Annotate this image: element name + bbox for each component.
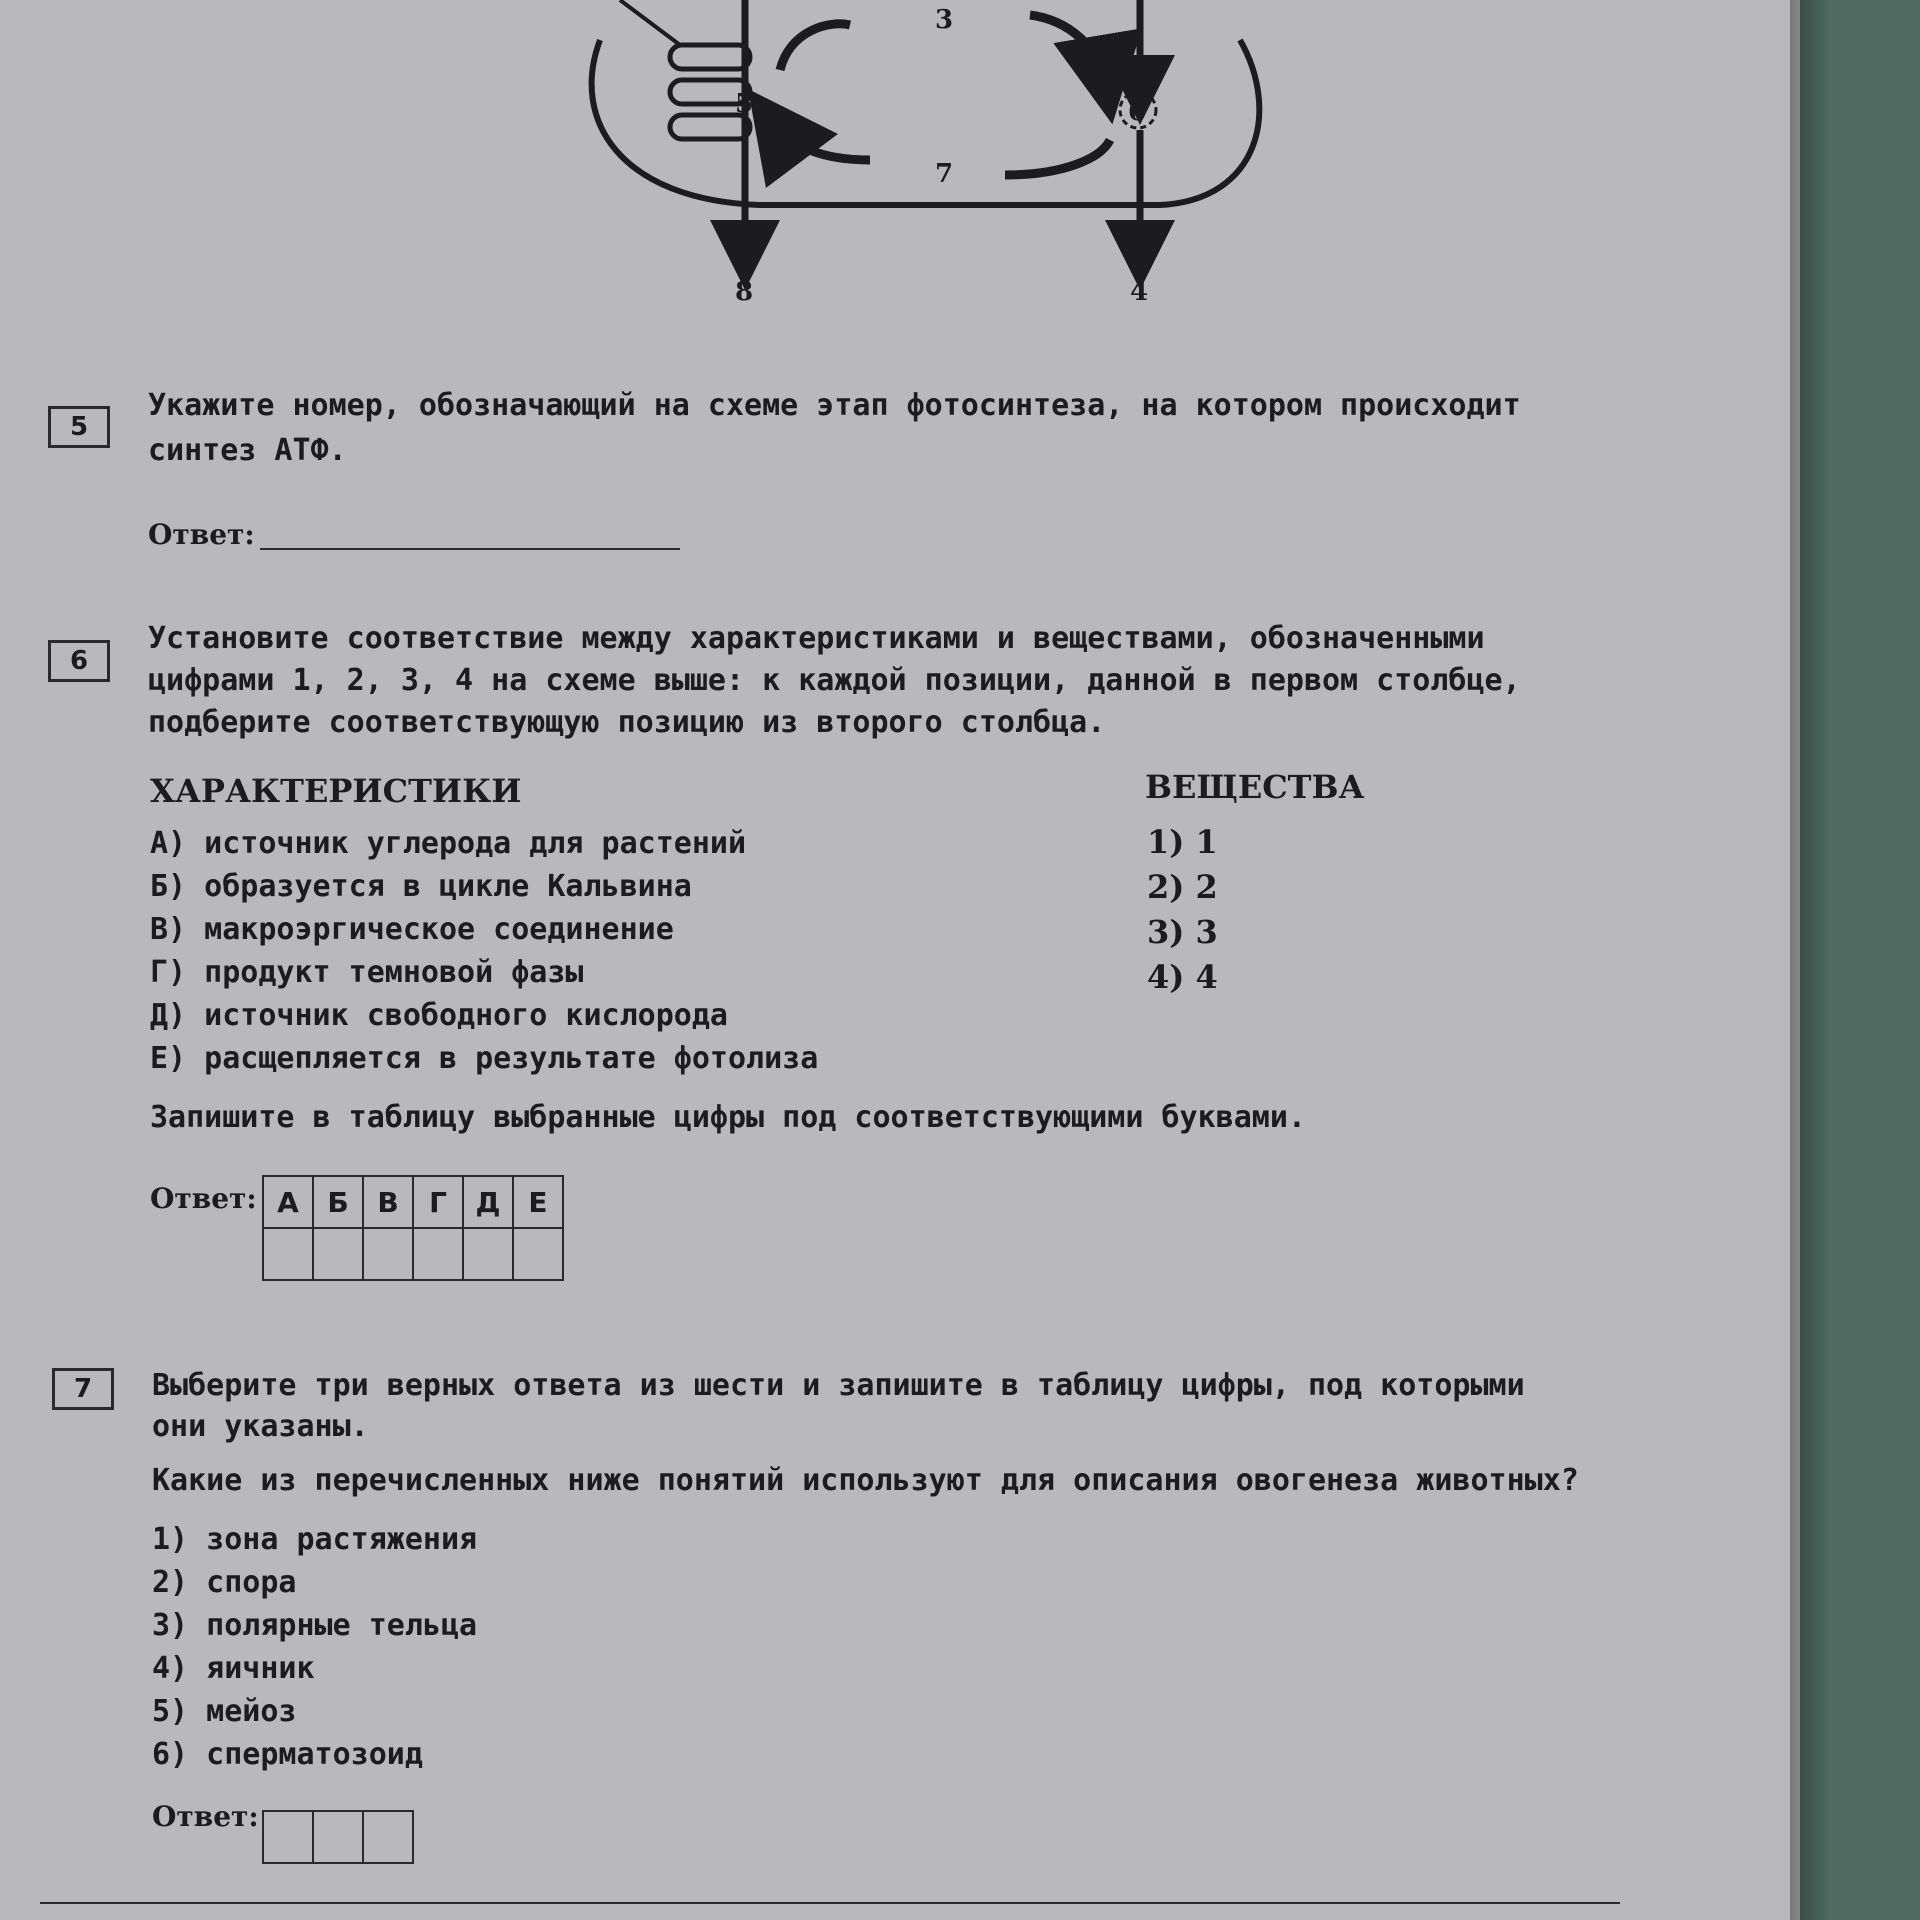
question-number-7: 7 xyxy=(52,1368,114,1410)
light-ray xyxy=(620,0,680,45)
diagram-label: 6 xyxy=(1128,97,1147,127)
answer-cell[interactable] xyxy=(363,1811,413,1863)
diagram-label: 4 xyxy=(1130,277,1149,307)
list-item: А) источник углерода для растений xyxy=(150,826,747,861)
answer-cell[interactable] xyxy=(463,1228,513,1280)
list-item: Е) расщепляется в результате фотолиза xyxy=(150,1041,819,1076)
list-item: 1) 1 xyxy=(1147,823,1218,861)
curved-arrow-bottom-right xyxy=(1005,140,1110,175)
list-item: Б) образуется в цикле Кальвина xyxy=(150,869,692,904)
answer-cell[interactable] xyxy=(263,1228,313,1280)
table-header-cell: В xyxy=(363,1176,413,1228)
curved-arrow-top-left xyxy=(780,24,850,70)
substances-list xyxy=(1147,820,1218,1000)
question-5-text-line2: синтез АТФ. xyxy=(148,433,347,468)
chloroplast-outline xyxy=(592,40,1260,205)
diagram-label: 3 xyxy=(935,5,954,35)
bottom-rule xyxy=(40,1902,1620,1904)
question-number-5: 5 xyxy=(48,406,110,448)
question-7-text-line2: они указаны. xyxy=(152,1409,369,1444)
list-item: 3) полярные тельца xyxy=(152,1608,478,1643)
list-item: 4) яичник xyxy=(152,1651,315,1686)
list-item: 5) мейоз xyxy=(152,1694,297,1729)
question-6-text-line3: подберите соответствующую позицию из второго столбца. xyxy=(148,705,1106,740)
list-item: 6) сперматозоид xyxy=(152,1737,423,1772)
list-item: 2) спора xyxy=(152,1565,297,1600)
characteristics-list xyxy=(150,822,818,1080)
answer-cell[interactable] xyxy=(413,1228,463,1280)
diagram-label: 8 xyxy=(735,277,754,307)
question-5-text-line1: Укажите номер, обозначающий на схеме этап фотосинтеза, на котором происходит xyxy=(148,388,1521,423)
question-number-6: 6 xyxy=(48,640,110,682)
table-header-cell: Д xyxy=(463,1176,513,1228)
list-item: Г) продукт темновой фазы xyxy=(150,955,584,990)
page-edge-shadow xyxy=(1790,0,1830,1920)
question-6-instruction: Запишите в таблицу выбранные цифры под соответствующими буквами. xyxy=(150,1100,1306,1135)
list-item: 1) зона растяжения xyxy=(152,1522,478,1557)
answer-cell[interactable] xyxy=(313,1228,363,1280)
table-header-cell: Б xyxy=(313,1176,363,1228)
curved-arrow-bottom-left xyxy=(775,125,870,160)
question-6-answer-table xyxy=(262,1175,564,1281)
list-item: 3) 3 xyxy=(1147,913,1218,951)
list-item: 4) 4 xyxy=(1147,958,1218,996)
question-7-answer-label: Ответ: xyxy=(152,1800,259,1833)
question-7-answer-table xyxy=(262,1810,414,1864)
question-6-text-line1: Установите соответствие между характеристиками и веществами, обозначенными xyxy=(148,621,1485,656)
question-5-answer-label: Ответ: xyxy=(148,518,255,551)
question-6-text-line2: цифрами 1, 2, 3, 4 на схеме выше: к каждой позиции, данной в первом столбце, xyxy=(148,663,1521,698)
answer-cell[interactable] xyxy=(263,1811,313,1863)
question-7-question: Какие из перечисленных ниже понятий используют для описания овогенеза животных? xyxy=(152,1463,1579,1498)
question-5-answer-field[interactable] xyxy=(260,548,680,550)
question-6-answer-label: Ответ: xyxy=(150,1182,257,1215)
question-7-options xyxy=(152,1518,477,1776)
table-header-cell: А xyxy=(263,1176,313,1228)
list-item: Д) источник свободного кислорода xyxy=(150,998,728,1033)
chloroplast-diagram xyxy=(560,0,1280,320)
answer-cell[interactable] xyxy=(363,1228,413,1280)
answer-cell[interactable] xyxy=(313,1811,363,1863)
answer-cell[interactable] xyxy=(513,1228,563,1280)
question-7-text-line1: Выберите три верных ответа из шести и запишите в таблицу цифры, под которыми xyxy=(152,1368,1525,1403)
diagram-label: 7 xyxy=(935,159,954,189)
characteristics-heading: ХАРАКТЕРИСТИКИ xyxy=(150,772,522,810)
list-item: 2) 2 xyxy=(1147,868,1218,906)
substances-heading: ВЕЩЕСТВА xyxy=(1145,768,1365,806)
thylakoid-disk xyxy=(670,45,750,69)
diagram-label: 5 xyxy=(735,89,754,119)
table-header-cell: Е xyxy=(513,1176,563,1228)
curved-arrow-top-right xyxy=(1030,15,1105,80)
table-header-cell: Г xyxy=(413,1176,463,1228)
list-item: В) макроэргическое соединение xyxy=(150,912,674,947)
